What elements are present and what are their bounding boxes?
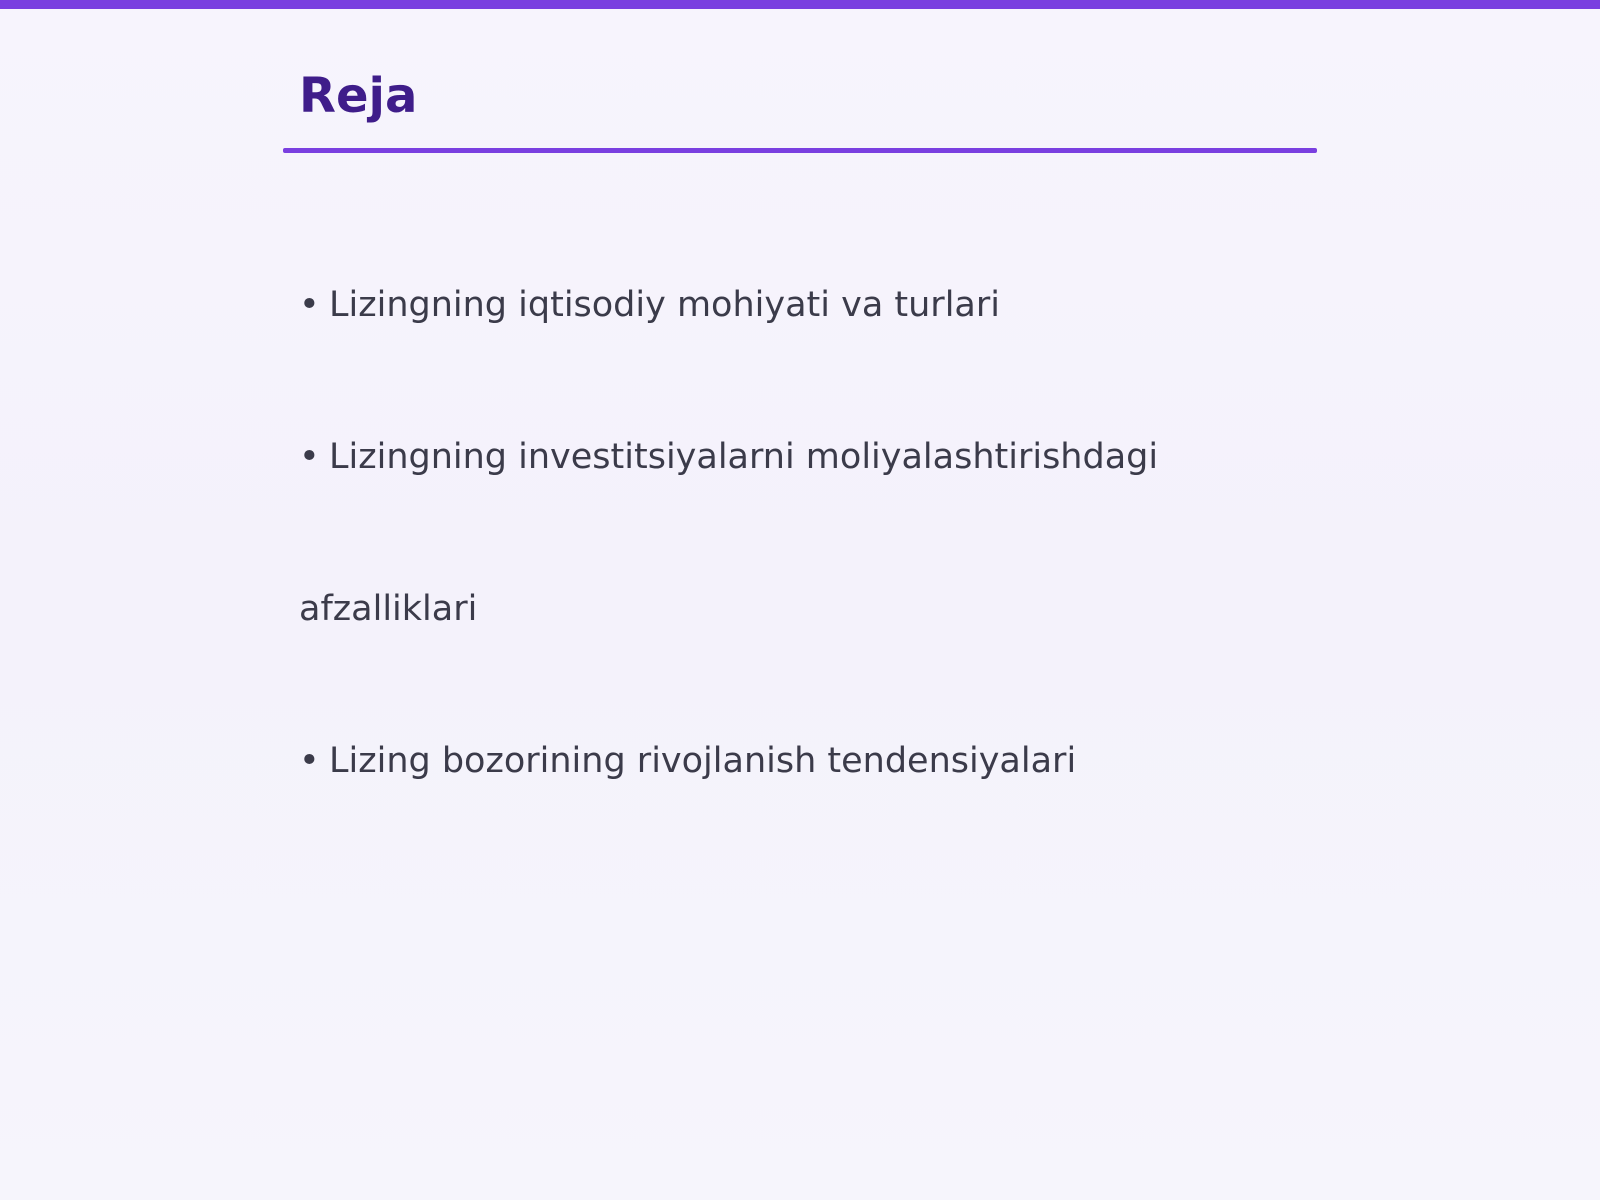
bullet-icon: • <box>299 285 320 325</box>
list-item <box>299 740 1076 782</box>
list-item <box>299 436 1158 478</box>
top-accent-bar <box>0 0 1600 9</box>
list-item-text: Lizing bozorining rivojlanish tendensiyalari <box>329 741 1077 781</box>
list-item-text: afzalliklari <box>299 589 478 629</box>
list-item-text: Lizingning iqtisodiy mohiyati va turlari <box>329 285 1000 325</box>
title-underline <box>283 148 1317 153</box>
bullet-icon: • <box>299 437 320 477</box>
list-item-text: Lizingning investitsiyalarni moliyalashtirishdagi <box>329 437 1159 477</box>
list-item <box>299 284 1000 326</box>
slide-title: Reja <box>299 68 418 124</box>
bullet-icon: • <box>299 741 320 781</box>
list-item-continuation <box>299 588 477 630</box>
